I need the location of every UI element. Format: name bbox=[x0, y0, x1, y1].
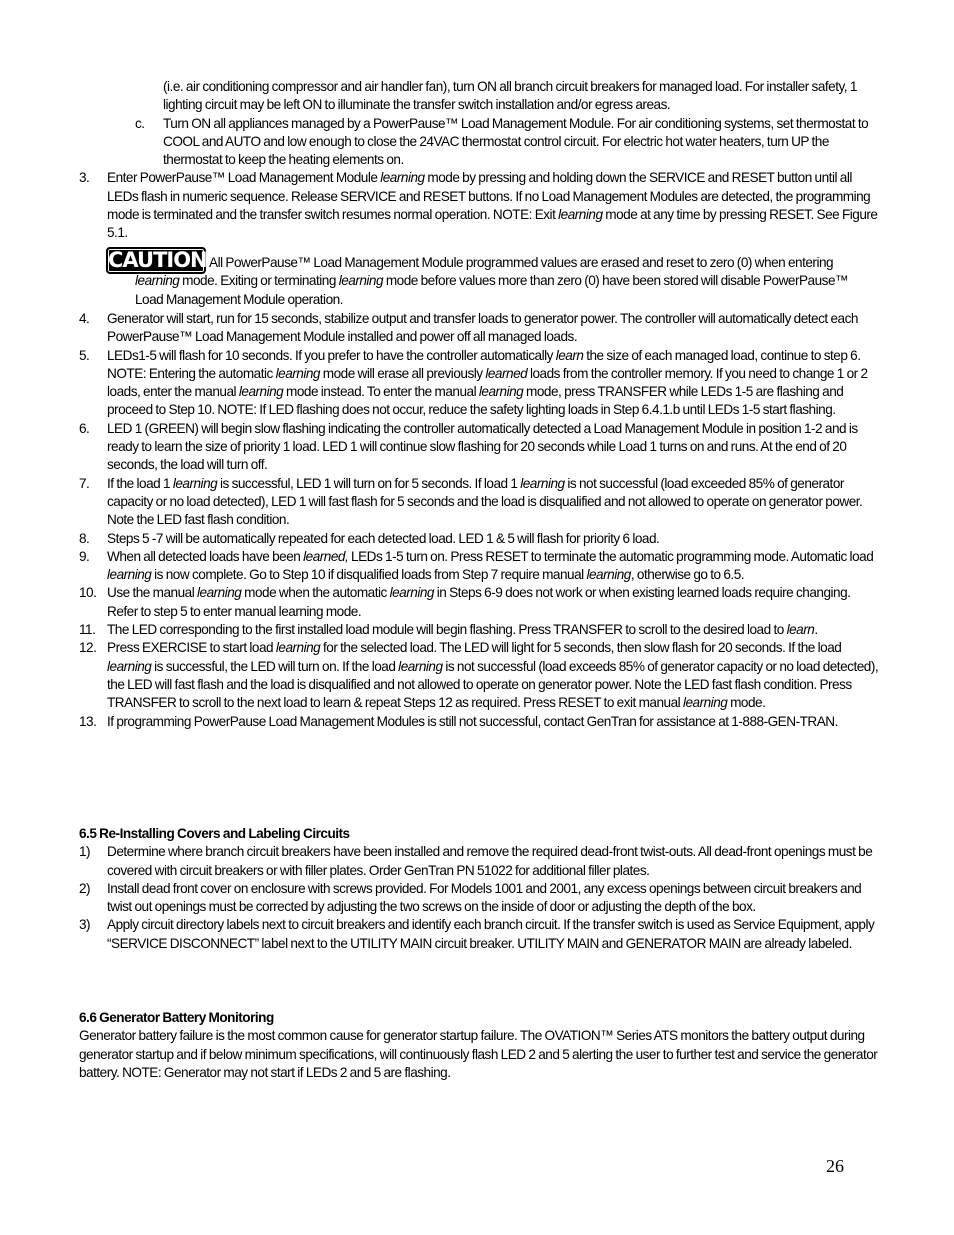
step-emphasis: learning bbox=[389, 585, 434, 601]
step-text: mode instead. To enter the manual bbox=[283, 384, 479, 400]
item-number: 2) bbox=[79, 880, 91, 896]
caution-text-block bbox=[79, 254, 879, 309]
step-text: Steps 5 -7 will be automatically repeated for each detected load. LED 1 & 5 will flash for priority 6 load. bbox=[107, 530, 660, 546]
step-number: 10. bbox=[79, 585, 97, 601]
step-text: LEDs1-5 will flash for 10 seconds. If you prefer to have the controller automatically bbox=[107, 347, 556, 363]
step-text: , otherwise go to 6.5. bbox=[630, 567, 745, 583]
step-text: Enter PowerPause™ Load Management Module bbox=[107, 170, 381, 186]
step-text: mode at any time by pressing RESET. See Figure 5.1. bbox=[107, 207, 878, 241]
step-number: 9. bbox=[79, 548, 90, 564]
step-emphasis: learn bbox=[786, 622, 815, 638]
step-10 bbox=[79, 584, 879, 621]
step-text: in Steps 6-9 does not work or when existing learned loads require changing. Refer to step 5 to enter manual learning mode. bbox=[107, 585, 851, 619]
step-text: is successful, the LED will turn on. If the load bbox=[151, 658, 399, 674]
step-text: . bbox=[814, 622, 818, 638]
step-text: Use the manual bbox=[107, 585, 197, 601]
item-number: 1) bbox=[79, 844, 91, 860]
section-item bbox=[79, 916, 879, 953]
step-9 bbox=[79, 548, 879, 585]
step-7 bbox=[79, 475, 879, 530]
step-text: Generator will start, run for 15 seconds, stabilize output and transfer loads to generator power. The controller will automatically detect each PowerPause™ Load Management Module installed and power off all managed loads. bbox=[107, 311, 858, 345]
item-number: 3) bbox=[79, 917, 91, 933]
step-emphasis: learning bbox=[107, 567, 152, 583]
step-emphasis: learning bbox=[275, 640, 321, 656]
step-number: 7. bbox=[79, 475, 90, 491]
step-number: 3. bbox=[79, 170, 90, 186]
step-number: 12. bbox=[79, 640, 97, 656]
step-text: the size of each managed load, continue to step 6. NOTE: Entering the automatic bbox=[107, 347, 861, 381]
item-text: Determine where branch circuit breakers have been installed and remove the required dead-front twist-outs. All dead-front openings must be covered with circuit breakers or with filler plates. Order GenTran PN 51022 for additional filler plates. bbox=[107, 844, 873, 878]
step-number: 5. bbox=[79, 347, 90, 363]
item-b-continuation bbox=[79, 78, 879, 115]
item-c bbox=[79, 115, 879, 170]
step-emphasis: learn bbox=[555, 347, 584, 363]
caution-text-part: mode before values more than zero (0) have been stored will disable PowerPause™ Load Management Module operation. bbox=[135, 273, 849, 307]
step-text: mode by pressing and holding down the SERVICE and RESET button until all LEDs flash in numeric sequence. Release SERVICE and RESET buttons. If no Load Management Modules are detected, the programming mode is terminated and the transfer switch resumes normal operation. NOTE: Exit bbox=[107, 170, 871, 223]
step-emphasis: learning bbox=[520, 475, 565, 491]
step-emphasis: learning bbox=[172, 475, 218, 491]
step-text: When all detected loads have been bbox=[107, 548, 304, 564]
step-number: 11. bbox=[79, 622, 96, 638]
step-emphasis: learning bbox=[478, 384, 524, 400]
step-8 bbox=[79, 530, 879, 548]
step-emphasis: learning bbox=[107, 658, 152, 674]
step-5 bbox=[79, 347, 879, 420]
step-text: is not successful (load exceeded 85% of generator capacity or no load detected), LED 1 will fast flash for 5 seconds and the load is disqualified and not allowed to operate on generator power. Note the LED fast flash condition. bbox=[107, 475, 863, 528]
item-c-text: Turn ON all appliances managed by a PowerPause™ Load Management Module. For air conditioning systems, set thermostat to COOL and AUTO and low enough to close the 24VAC thermostat control circuit. For electric hot water heaters, turn UP the thermostat to keep the heating elements on. bbox=[163, 115, 869, 168]
item-b-text: (i.e. air conditioning compressor and air handler fan), turn ON all branch circuit breakers for managed load. For installer safety, 1 lighting circuit may be left ON to illuminate the transfer switch installation and/or egress areas. bbox=[163, 79, 857, 113]
item-c-label: c. bbox=[135, 115, 145, 131]
step-emphasis: learning bbox=[586, 567, 631, 583]
step-emphasis: learning bbox=[380, 170, 425, 186]
caution-badge: CAUTION bbox=[108, 247, 207, 272]
caution-emphasis: learning bbox=[135, 273, 180, 289]
step-number: 4. bbox=[79, 311, 90, 326]
section-heading: 6.5 Re-Installing Covers and Labeling Circuits bbox=[79, 826, 350, 841]
section-6-6 bbox=[79, 1009, 879, 1082]
step-12 bbox=[79, 639, 879, 712]
step-text: mode, press TRANSFER while LEDs 1-5 are flashing and proceed to Step 10. NOTE: If LED flashing does not occur, reduce the safety lighting loads in Step 6.4.1.b until LEDs 1-5 start flashing. bbox=[107, 384, 844, 418]
step-text: If the load 1 bbox=[107, 475, 173, 491]
step-text: LEDs 1-5 turn on. Press RESET to terminate the automatic programming mode. Automatic load bbox=[348, 548, 874, 564]
step-13 bbox=[79, 713, 879, 731]
step-text: mode. bbox=[727, 695, 766, 711]
step-4 bbox=[79, 310, 879, 347]
step-text: loads from the controller memory. If you need to change 1 or 2 loads, enter the manual bbox=[107, 365, 868, 400]
step-number: 6. bbox=[79, 420, 90, 436]
section-item bbox=[79, 880, 879, 917]
page-number: 26 bbox=[826, 1156, 844, 1176]
step-emphasis: learned bbox=[485, 365, 528, 381]
step-text: mode when the automatic bbox=[241, 585, 390, 601]
step-text: for the selected load. The LED will light for 5 seconds, then slow flash for 20 seconds. If the load bbox=[320, 640, 842, 656]
step-text: is successful, LED 1 will turn on for 5 seconds. If load 1 bbox=[217, 475, 521, 491]
caution-emphasis: learning bbox=[338, 273, 384, 289]
step-emphasis: learning bbox=[558, 207, 603, 223]
steps-list-main bbox=[79, 310, 879, 731]
step-emphasis: learning bbox=[398, 658, 443, 674]
caution-text-part: All PowerPause™ Load Management Module programmed values are erased and reset to zero (0) when entering bbox=[209, 255, 834, 270]
caution-text bbox=[79, 254, 879, 309]
section-6-5 bbox=[79, 825, 879, 953]
step-text: is now complete. Go to Step 10 if disqualified loads from Step 7 require manual bbox=[151, 567, 587, 583]
step-emphasis: learning bbox=[238, 384, 284, 400]
step-text: Press EXERCISE to start load bbox=[107, 640, 276, 656]
step-11 bbox=[79, 621, 879, 639]
step-6 bbox=[79, 420, 879, 475]
caution-text-part: mode. Exiting or terminating bbox=[179, 273, 339, 289]
step-number: 8. bbox=[79, 530, 90, 546]
section-heading: 6.6 Generator Battery Monitoring bbox=[79, 1010, 274, 1025]
step-emphasis: learning bbox=[275, 365, 320, 381]
section-item bbox=[79, 843, 879, 880]
step-emphasis: learning bbox=[197, 585, 242, 601]
step-emphasis: learning bbox=[682, 695, 728, 711]
item-text: Install dead front cover on enclosure with screws provided. For Models 1001 and 2001, any excess openings between circuit breakers and twist out openings must be corrected by adjusting the two screws on the inside of door or adjusting the depth of the box. bbox=[107, 880, 862, 915]
step-text: If programming PowerPause Load Management Modules is still not successful, contact GenTran for assistance at 1-888-GEN-TRAN. bbox=[107, 713, 838, 729]
section-paragraph: Generator battery failure is the most common cause for generator startup failure. The OVATION™ Series ATS monitors the battery output during generator startup and if below minimum specifications, will continuously flash LED 2 and 5 alerting the user to further test and service the generator battery. NOTE: Generator may not start if LEDs 2 and 5 are flashing. bbox=[79, 1028, 878, 1080]
spacer bbox=[136, 254, 137, 255]
step-3 bbox=[79, 169, 879, 242]
step-text: The LED corresponding to the first installed load module will begin flashing. Press TRANSFER to scroll to the desired load to bbox=[107, 622, 787, 638]
step-emphasis: learned, bbox=[303, 548, 349, 564]
step-text: is not successful (load exceeds 85% of generator capacity or no load detected), the LED will fast flash and the load is disqualified and not allowed to operate on generator power. Note the LED fast flash condition. Press TRANSFER to scroll to the next load to learn & repeat Steps 12 as required. Press RESET to exit manual bbox=[107, 658, 879, 711]
step-number: 13. bbox=[79, 713, 97, 729]
item-text: Apply circuit directory labels next to circuit breakers and identify each branch circuit. If the transfer switch is used as Service Equipment, apply “SERVICE DISCONNECT” label next to the UTILITY MAIN circuit breaker. UTILITY MAIN and GENERATOR MAIN are already labeled. bbox=[107, 917, 875, 951]
step-text: LED 1 (GREEN) will begin slow flashing indicating the controller automatically detected a Load Management Module in position 1-2 and is ready to learn the size of priority 1 load. LED 1 will continue slow flashing for 20 seconds while Load 1 turns on and runs. At the end of 20 seconds, the load will turn off. bbox=[107, 420, 858, 473]
step-text: mode will erase all previously bbox=[319, 365, 486, 381]
